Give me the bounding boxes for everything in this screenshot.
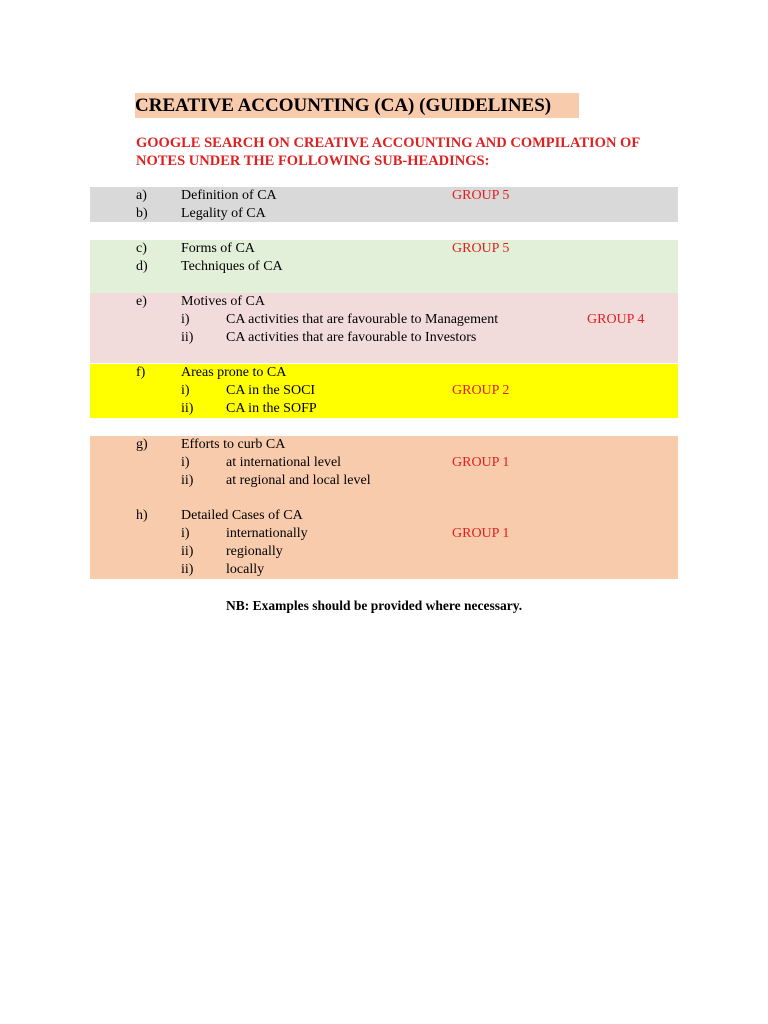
sub-item-text: regionally — [226, 544, 283, 559]
item-techniques-of-ca: Techniques of CA — [181, 259, 283, 274]
section-band-cd — [90, 240, 678, 293]
group-label: GROUP 5 — [452, 188, 510, 203]
item-legality-of-ca: Legality of CA — [181, 206, 266, 221]
item-letter: g) — [136, 437, 148, 452]
sub-item-number: i) — [181, 526, 190, 541]
item-letter: d) — [136, 259, 148, 274]
item-letter: f) — [136, 365, 146, 380]
page-title: CREATIVE ACCOUNTING (CA) (GUIDELINES) — [135, 93, 579, 118]
section-band-ab — [90, 187, 678, 222]
item-letter: b) — [136, 206, 148, 221]
sub-item-number: ii) — [181, 473, 194, 488]
item-forms-of-ca: Forms of CA — [181, 241, 255, 256]
sub-item-number: ii) — [181, 330, 194, 345]
section-band-f — [90, 364, 678, 418]
sub-item-number: i) — [181, 455, 190, 470]
item-motives-of-ca: Motives of CA — [181, 294, 265, 309]
sub-item-number: i) — [181, 312, 190, 327]
sub-item-number: ii) — [181, 401, 194, 416]
sub-item-text: at regional and local level — [226, 473, 371, 488]
item-letter: a) — [136, 188, 147, 203]
group-label: GROUP 1 — [452, 455, 510, 470]
sub-item-text: locally — [226, 562, 265, 577]
sub-item-number: ii) — [181, 562, 194, 577]
group-label: GROUP 4 — [587, 312, 645, 327]
item-areas-prone-to-ca: Areas prone to CA — [181, 365, 287, 380]
item-definition-of-ca: Definition of CA — [181, 188, 277, 203]
sub-item-number: ii) — [181, 544, 194, 559]
group-label: GROUP 2 — [452, 383, 510, 398]
sub-item-text: CA in the SOCI — [226, 383, 316, 398]
footnote: NB: Examples should be provided where necessary. — [226, 598, 523, 613]
instructions-subheading: GOOGLE SEARCH ON CREATIVE ACCOUNTING AND COMPILATION OF NOTES UNDER THE FOLLOWING SUB-HEADINGS: — [136, 135, 640, 169]
item-letter: e) — [136, 294, 147, 309]
sub-item-text: at international level — [226, 455, 342, 470]
group-label: GROUP 5 — [452, 241, 510, 256]
item-letter: h) — [136, 508, 148, 523]
item-efforts-to-curb-ca: Efforts to curb CA — [181, 437, 286, 452]
section-band-gh — [90, 436, 678, 579]
sub-item-text: CA in the SOFP — [226, 401, 317, 416]
sub-item-text: CA activities that are favourable to Investors — [226, 330, 477, 345]
item-detailed-cases-of-ca: Detailed Cases of CA — [181, 508, 303, 523]
sub-item-text: internationally — [226, 526, 308, 541]
sub-item-text: CA activities that are favourable to Management — [226, 312, 499, 327]
item-letter: c) — [136, 241, 147, 256]
sub-item-number: i) — [181, 383, 190, 398]
group-label: GROUP 1 — [452, 526, 510, 541]
